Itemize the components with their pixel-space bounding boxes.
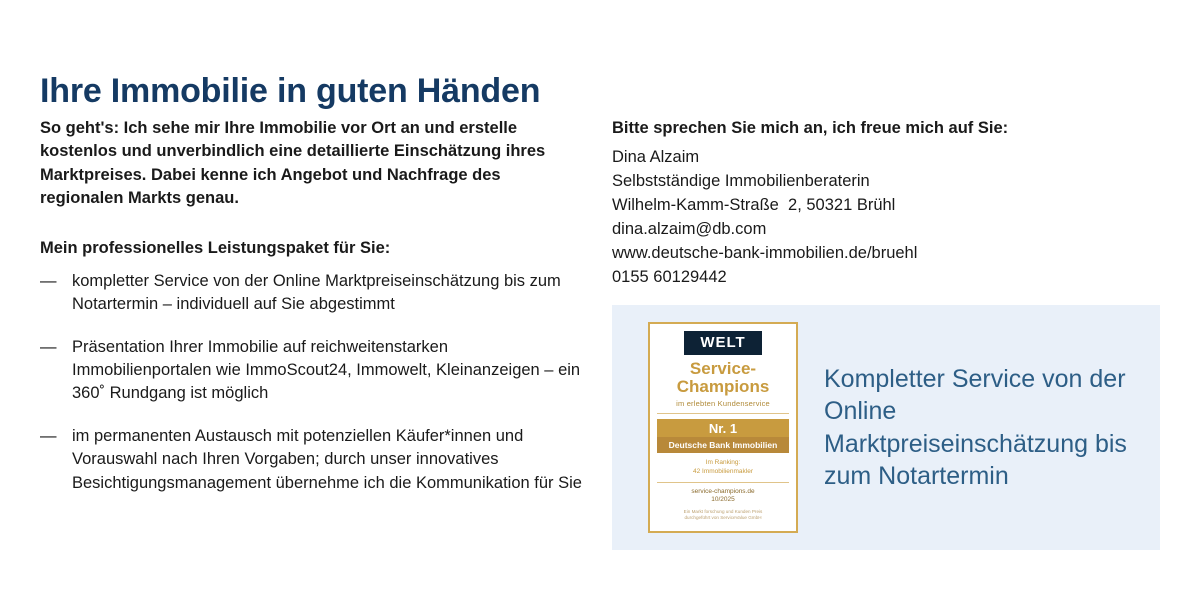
services-subheading: Mein professionelles Leistungspaket für Sie:	[40, 238, 391, 257]
promo-banner	[612, 305, 1160, 550]
contact-phone[interactable]: 0155 60129442	[612, 267, 727, 286]
badge-source-date: 10/2025	[711, 496, 735, 504]
contact-website[interactable]: www.deutsche-bank-immobilien.de/bruehl	[612, 243, 918, 262]
list-item-text: im permanenten Austausch mit potenziellen Käufer*innen und Vorauswahl nach Ihren Vorgaben; durch unser innovatives Besichtigungsmanagement übernehme ich die Kommunikation für Sie	[72, 426, 582, 492]
dash-icon: —	[40, 337, 57, 356]
services-list	[40, 270, 588, 495]
badge-title	[657, 360, 789, 396]
badge-ranking-count: 42 Immobilienmakler	[693, 467, 753, 475]
contact-heading: Bitte sprechen Sie mich an, ich freue mich auf Sie:	[612, 119, 1009, 137]
page-title: Ihre Immobilie in guten Händen	[40, 71, 541, 110]
promo-text: Kompletter Service von der Online Marktpreiseinschätzung bis zum Notartermin	[824, 364, 1127, 490]
badge-fine-print-line1: Ein Markt forschung und Kunden Preis	[683, 509, 763, 515]
list-item	[40, 425, 588, 495]
contact-address: Wilhelm-Kamm-Straße 2, 50321 Brühl	[612, 195, 896, 214]
contact-role: Selbstständige Immobilienberaterin	[612, 172, 870, 191]
welt-logo: WELT	[684, 331, 762, 355]
service-champions-badge	[648, 322, 798, 532]
dash-icon: —	[40, 426, 57, 445]
badge-subtitle: im erlebten Kundenservice	[657, 399, 789, 414]
contact-name: Dina Alzaim	[612, 148, 700, 167]
badge-title-line1: Service-	[689, 359, 757, 379]
badge-brand: Deutsche Bank Immobilien	[657, 437, 789, 453]
list-item-text: Präsentation Ihrer Immobilie auf reichweitenstarken Immobilienportalen wie ImmoScout24, Immowelt, Kleinanzeigen – ein 360˚ Rundgang ist möglich	[72, 337, 581, 403]
badge-source	[657, 482, 789, 506]
badge-ranking-label: Im Ranking:	[705, 459, 741, 467]
intro-paragraph: So geht's: Ich sehe mir Ihre Immobilie vor Ort an und erstelle kostenlos und unverbindlich eine detaillierte Einschätzung ihres Marktpreises. Dabei kenne ich Angebot und Nachfrage des regionalen Markts genau.	[40, 119, 546, 208]
list-item-text: kompletter Service von der Online Marktpreiseinschätzung bis zum Notartermin – individuell auf Sie abgestimmt	[72, 271, 561, 314]
badge-fine-print	[657, 509, 789, 521]
badge-title-line2: Champions	[676, 377, 770, 397]
contact-details	[612, 146, 1160, 290]
badge-fine-print-line2: durchgeführt von ServiceValue GmbH	[684, 515, 762, 521]
badge-rank: Nr. 1	[657, 419, 789, 437]
contact-email[interactable]: dina.alzaim@db.com	[612, 219, 767, 238]
right-column	[612, 117, 1160, 290]
list-item	[40, 270, 588, 317]
badge-source-url: service-champions.de	[691, 487, 755, 495]
list-item	[40, 336, 588, 406]
left-column	[40, 117, 588, 495]
badge-ranking-info	[657, 459, 789, 477]
award-badge	[648, 322, 798, 532]
dash-icon: —	[40, 271, 57, 290]
